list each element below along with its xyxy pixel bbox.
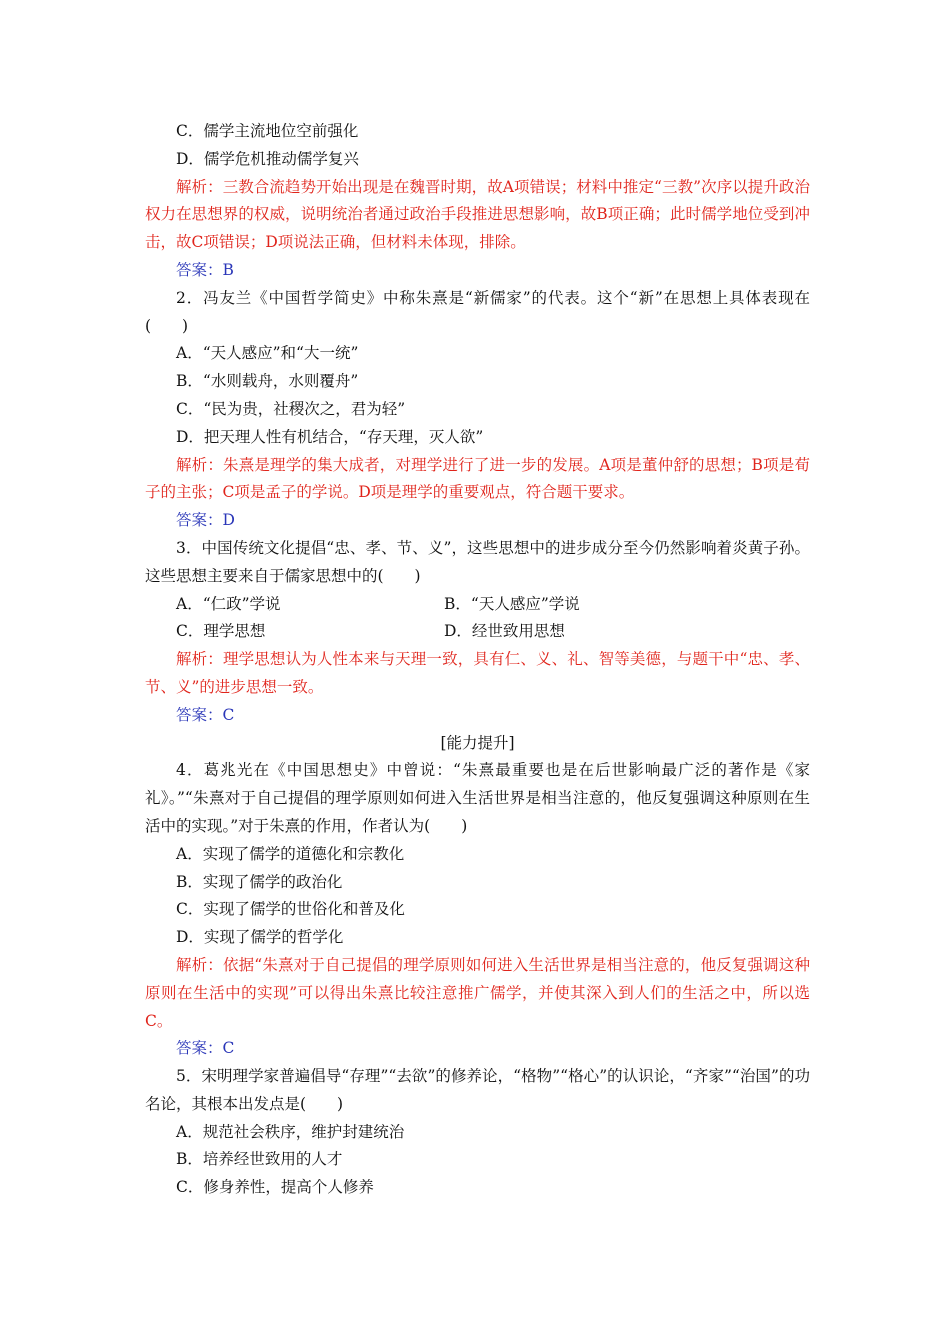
q3-option-a: A．“仁政”学说 xyxy=(176,594,281,613)
q3-options-row-2 xyxy=(145,618,810,646)
q4-option-b: B．实现了儒学的政治化 xyxy=(176,872,343,891)
q5-option-a: A．规范社会秩序，维护封建统治 xyxy=(176,1122,405,1141)
q2-answer: 答案：D xyxy=(176,511,235,530)
q2-analysis xyxy=(145,452,810,508)
q2-option-c: C．“民为贵，社稷次之，君为轻” xyxy=(176,399,406,418)
q5-option-c: C．修身养性，提高个人修养 xyxy=(176,1178,374,1197)
q4-answer: 答案：C xyxy=(176,1039,235,1058)
q1-option-c: C．儒学主流地位空前强化 xyxy=(176,122,359,140)
q4-analysis-text: 依据“朱熹对于自己提倡的理学原则如何进入生活世界是相当注意的，他反复强调这种原则在生活中的实现”可以得出朱熹比较注意推广儒学，并使其深入到人们的生活之中，所以选C。 xyxy=(145,955,810,1030)
q3-answer: 答案：C xyxy=(176,705,235,724)
q2-stem: 2．冯友兰《中国哲学简史》中称朱熹是“新儒家”的代表。这个“新”在思想上具体表现在( ) xyxy=(145,288,810,335)
q1-analysis-text: 三教合流趋势开始出现是在魏晋时期，故A项错误；材料中推定“三教”次序以提升政治权力在思想界的权威，说明统治者通过政治手段推进思想影响，故B项正确；此时儒学地位受到冲击，故C项错误；D项说法正确，但材料未体现，排除。 xyxy=(145,177,810,252)
q1-answer: 答案：B xyxy=(176,260,234,279)
q2-analysis-label: 解析： xyxy=(176,455,224,474)
q1-analysis xyxy=(145,174,810,257)
q3-analysis-text: 理学思想认为人性本来与天理一致，具有仁、义、礼、智等美德，与题干中“忠、孝、节、义”的进步思想一致。 xyxy=(145,650,810,696)
q3-option-b: B．“天人感应”学说 xyxy=(444,594,580,613)
section-title: [能力提升] xyxy=(440,733,515,752)
q4-option-d: D．实现了儒学的哲学化 xyxy=(176,928,344,947)
q4-option-a: A．实现了儒学的道德化和宗教化 xyxy=(176,844,405,863)
q3-analysis xyxy=(145,646,810,702)
q3-options-row-1 xyxy=(145,591,810,619)
q3-option-c: C．理学思想 xyxy=(176,622,266,641)
q3-analysis-label: 解析： xyxy=(176,650,223,669)
q2-option-a: A．“天人感应”和“大一统” xyxy=(176,344,359,363)
q5-stem: 5．宋明理学家普遍倡导“存理”“去欲”的修养论，“格物”“格心”的认识论，“齐家”“治国”的功名论，其根本出发点是( ) xyxy=(145,1067,810,1113)
q3-stem: 3．中国传统文化提倡“忠、孝、节、义”，这些思想中的进步成分至今仍然影响着炎黄子孙。这些思想主要来自于儒家思想中的( ) xyxy=(145,538,810,585)
q3-option-d: D．经世致用思想 xyxy=(444,622,565,641)
document-page xyxy=(145,118,810,1202)
q4-option-c: C．实现了儒学的世俗化和普及化 xyxy=(176,900,405,919)
q1-analysis-label: 解析： xyxy=(176,177,223,196)
q2-option-d: D．把天理人性有机结合，“存天理，灭人欲” xyxy=(176,427,484,446)
q5-option-b: B．培养经世致用的人才 xyxy=(176,1150,343,1169)
q4-analysis xyxy=(145,952,810,1035)
q2-option-b: B．“水则载舟，水则覆舟” xyxy=(176,372,359,391)
q4-stem: 4．葛兆光在《中国思想史》中曾说：“朱熹最重要也是在后世影响最广泛的著作是《家礼》。”“朱熹对于自己提倡的理学原则如何进入生活世界是相当注意的，他反复强调这种原则在生活中的实现。”对于朱熹的作用，作者认为( ) xyxy=(145,761,810,835)
q2-analysis-text: 朱熹是理学的集大成者，对理学进行了进一步的发展。A项是董仲舒的思想；B项是荀子的主张；C项是孟子的学说。D项是理学的重要观点，符合题干要求。 xyxy=(145,455,810,502)
q4-analysis-label: 解析： xyxy=(176,955,223,974)
q1-option-d: D．儒学危机推动儒学复兴 xyxy=(176,149,359,168)
